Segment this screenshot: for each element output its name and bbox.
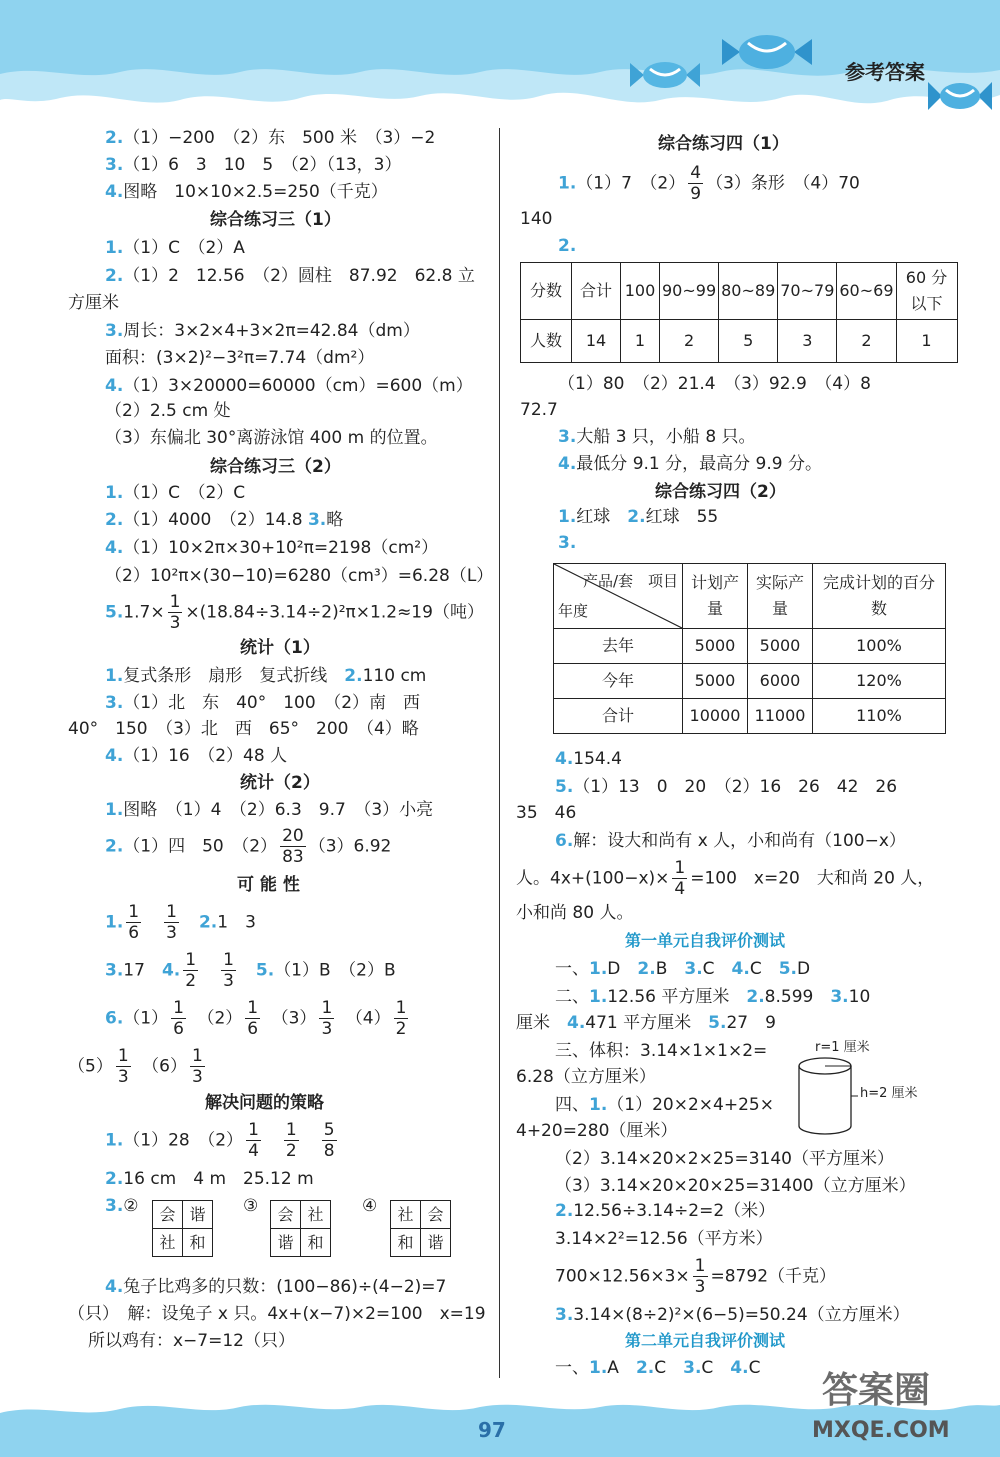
answer-line: 3.17 4. $\frac{1}{2}$ $\frac{1}{3}$ 5.（1）B （2）B [105,950,396,991]
answer-line: 2. [558,236,577,256]
answer-line: （3）东偏北 30°离游泳馆 400 m 的位置。 [105,428,438,448]
answer-line: 3.大船 3 只，小船 8 只。 [558,427,756,447]
answer-line: 面积：(3×2)²−3²π=7.74（dm²） [105,348,375,368]
watermark-url: MXQE.COM [812,1418,950,1443]
radius-label: r=1 厘米 [815,1040,870,1055]
answer-line: 1.红球 2.红球 55 [558,507,719,527]
answer-line: 140 [520,209,553,229]
answer-line: 4.最低分 9.1 分，最高分 9.9 分。 [558,454,822,474]
answer-line: 3.14×2²=12.56（平方米） [555,1229,773,1249]
answer-line: 72.7 [520,400,558,420]
answer-line: 1.（1）28 （2） $\frac{1}{4}$ $\frac{1}{2}$ $\frac{5}{8}$ [105,1120,335,1161]
answer-line: 小和尚 80 人。 [516,903,634,923]
answer-line: 4.（1）10×2π×30+10²π=2198（cm²） [105,538,439,558]
answer-line: 一、1.A 2.C 3.C 4.C [555,1358,761,1378]
answer-line: 6.28（立方厘米） [516,1067,656,1087]
answer-line: （只） 解：设兔子 x 只。4x+(x−7)×2=100 x=19 [68,1304,486,1324]
section-heading: 综合练习四（1） [658,134,789,154]
answer-line: 40° 150 （3）北 西 65° 200 （4）略 [68,719,419,739]
answer-line: 6.解：设大和尚有 x 人，小和尚有（100−x） [555,831,906,851]
answer-line: 方厘米 [68,293,119,313]
page-number: 97 [478,1418,506,1442]
answer-line: 1.（1）C （2）C [105,483,246,503]
answer-line: 4.兔子比鸡多的只数：(100−86)÷(4−2)=7 [105,1277,447,1297]
answer-line: （5） $\frac{1}{3}$ （6） $\frac{1}{3}$ [68,1046,203,1087]
answer-line: 4+20=280（厘米） [516,1121,678,1141]
answer-line: 人。4x+(100−x)× $\frac{1}{4}$ =100 x=20 大和尚 20 人， [516,858,935,899]
answer-line: 3.周长：3×2×4+3×2π=42.84（dm） [105,321,420,341]
section-heading: 第二单元自我评价测试 [625,1331,786,1350]
grid-table: 会 社 谐 和 [270,1200,331,1257]
answer-line: 700×12.56×3× $\frac{1}{3}$ =8792（千克） [555,1256,837,1297]
answer-line: 4.154.4 [555,749,622,769]
answer-line: 四、1.（1）20×2×4+25× [555,1095,774,1115]
answer-line: 6.（1） $\frac{1}{6}$ （2） $\frac{1}{6}$ （3） $\frac{1}{3}$ （4） $\frac{1}{2}$ [105,998,407,1039]
answer-line: 一、1.D 2.B 3.C 4.C 5.D [555,959,811,979]
section-heading: 解决问题的策略 [205,1093,324,1113]
answer-line: 二、1.12.56 平方厘米 2.8.599 3.10 [555,987,871,1007]
table-row: 去年 5000 5000 100% [554,629,946,664]
answer-line: 2.（1）2 12.56 （2）圆柱 87.92 62.8 立 [105,266,475,286]
answer-line: 2.（1）4000 （2）14.8 3.略 [105,510,344,530]
answer-line: 4.（1）3×20000=60000（cm）=600（m） [105,376,473,396]
table-row: 合计 10000 11000 110% [554,699,946,734]
answer-line: 1.（1）7 （2） $\frac{4}{9}$ （3）条形 （4）70 [558,163,860,204]
answer-line: 1. $\frac{1}{6}$ $\frac{1}{3}$ 2.1 3 [105,902,256,943]
answer-line: （2）10²π×(30−10)=6280（cm³）=6.28（L） [105,566,494,586]
grid-table: 会 谐 社 和 [152,1200,213,1257]
answer-line: （2）3.14×20×2×25=3140（平方厘米） [555,1149,894,1169]
answer-line: 3.（1）北 东 40° 100 （2）南 西 [105,693,421,713]
section-heading: 综合练习四（2） [655,482,786,502]
answer-line: 所以鸡有：x−7=12（只） [88,1331,295,1351]
answer-line: （3）3.14×20×20×25=31400（立方厘米） [555,1176,916,1196]
answer-line: 1.（1）C （2）A [105,238,245,258]
answer-line: 5.1.7× $\frac{1}{3}$ ×(18.84÷3.14÷2)²π×1.2≈19（吨） [105,592,484,633]
answer-line: （1）80 （2）21.4 （3）92.9 （4）8 [558,374,871,394]
answer-line: 2.（1）−200 （2）东 500 米 （3）−2 [105,128,436,148]
height-label: h=2 厘米 [860,1086,918,1101]
grid-table: 社 会 和 谐 [390,1200,451,1257]
answer-line: ③ [243,1196,259,1216]
answer-line: （2）2.5 cm 处 [105,401,231,421]
table-corner-cell: 产品/套 项目 年度 [554,564,683,629]
table-row: 今年 5000 6000 120% [554,664,946,699]
answer-line: 3.② [105,1196,139,1216]
section-heading: 统计（2） [240,773,320,793]
section-heading: 综合练习三（1） [210,210,341,230]
header-title: 参考答案 [845,60,925,84]
production-table: 产品/套 项目 年度 计划产量 实际产量 完成计划的百分数 去年 5000 5000 100% 今年 5000 6000 120% 合计 10000 11000 110% [553,563,946,734]
answer-line: 4.（1）16 （2）48 人 [105,746,288,766]
answer-line: 2.16 cm 4 m 25.12 m [105,1169,314,1189]
answer-line: ④ [362,1196,378,1216]
section-heading: 综合练习三（2） [210,457,341,477]
score-table: 分数 合计 100 90~99 80~89 70~79 60~69 60 分以下 人数 14 1 2 5 3 2 1 [520,262,958,363]
answer-line: 3. [558,533,577,553]
answer-line: 3.3.14×(8÷2)²×(6−5)=50.24（立方厘米） [555,1305,910,1325]
answer-line: 2.（1）四 50 （2） $\frac{20}{83}$ （3）6.92 [105,826,392,867]
section-heading: 可 能 性 [237,875,300,895]
answer-line: 厘米 4.471 平方厘米 5.27 9 [516,1013,776,1033]
answer-line: 3.（1）6 3 10 5 （2）（13，3） [105,155,402,175]
section-heading: 统计（1） [240,638,320,658]
watermark-logo: 答案圈 [822,1370,931,1411]
answer-line: 1.复式条形 扇形 复式折线 2.110 cm [105,666,427,686]
answer-line: 三、体积：3.14×1×1×2= [555,1041,768,1061]
answer-line: 4.图略 10×10×2.5=250（千克） [105,182,388,202]
section-heading: 第一单元自我评价测试 [625,931,786,950]
answer-line: 1.图略 （1）4 （2）6.3 9.7 （3）小亮 [105,800,434,820]
answer-line: 35 46 [516,803,577,823]
answer-line: 5.（1）13 0 20 （2）16 26 42 26 [555,777,898,797]
answer-line: 2.12.56÷3.14÷2=2（米） [555,1201,776,1221]
